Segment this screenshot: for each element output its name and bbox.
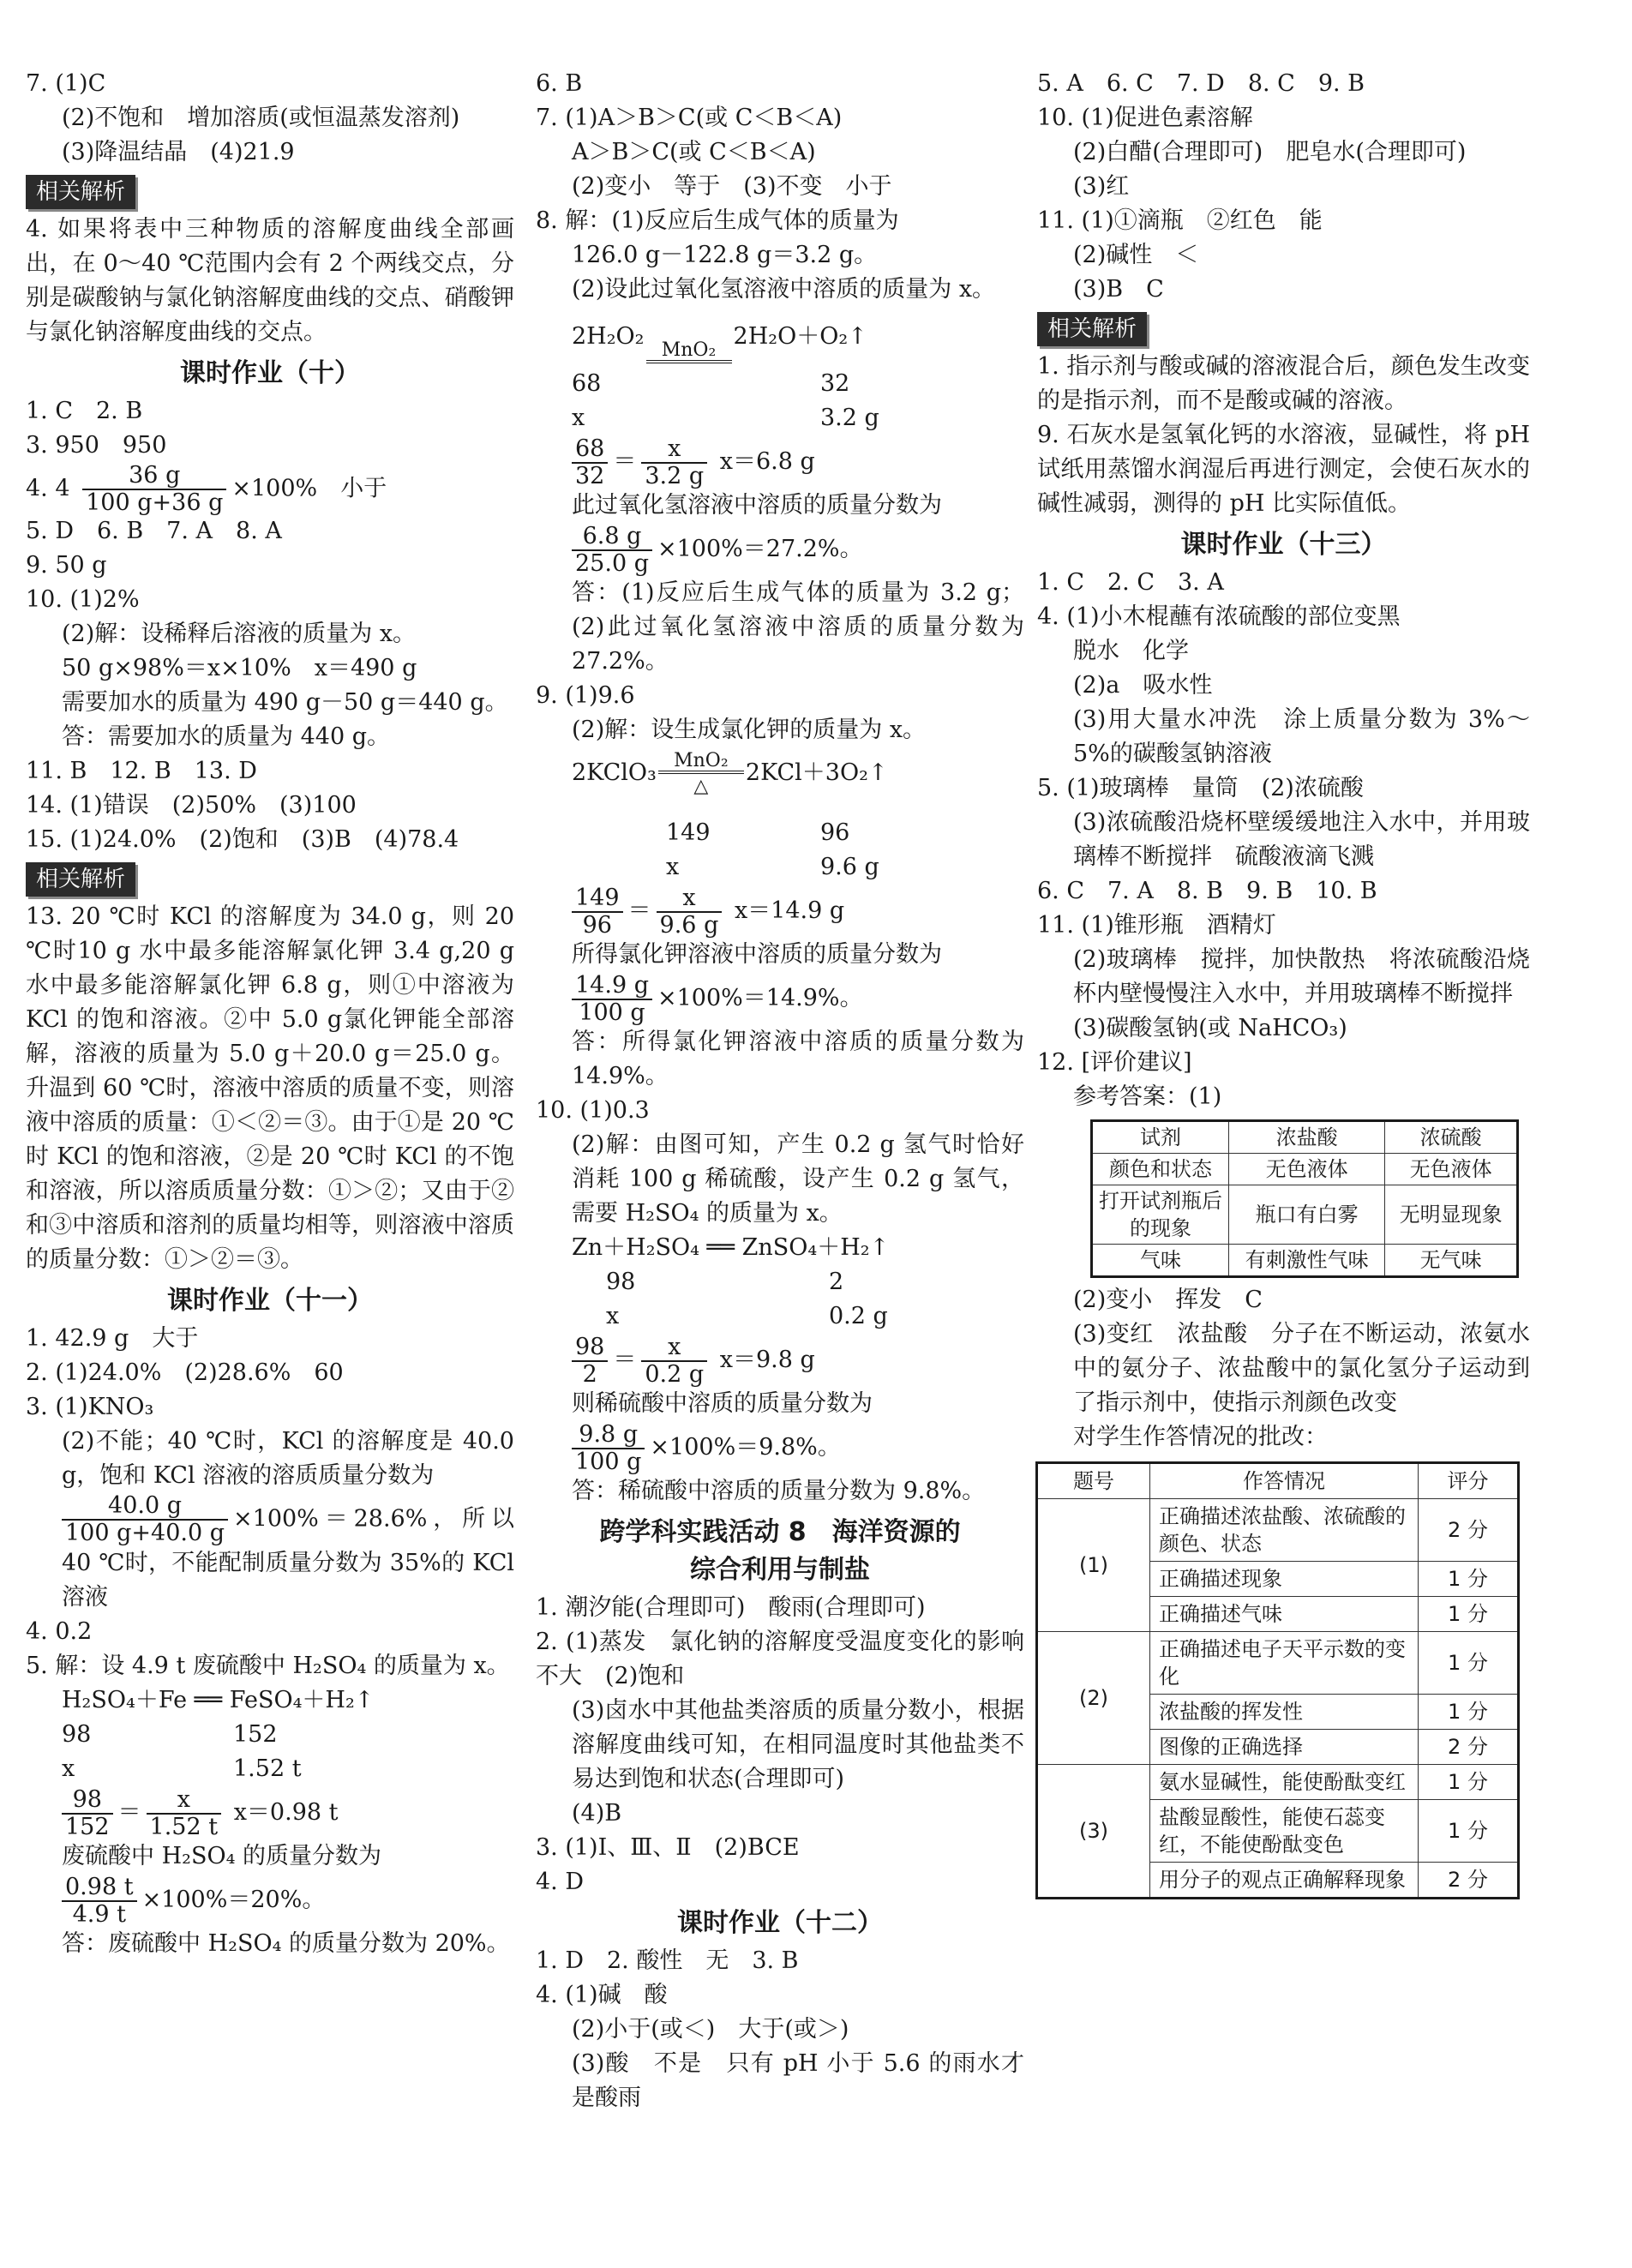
catalyst-condition bbox=[646, 341, 732, 367]
proportion-line: $\frac{68}{32}$ ＝ $\frac{x}{3.2 g}$ x＝6.8 g bbox=[536, 435, 1024, 489]
fraction-denominator: 25.0 g bbox=[575, 549, 649, 577]
score-cell: 2 分 bbox=[1419, 1863, 1519, 1899]
fraction bbox=[572, 1422, 645, 1475]
fraction-numerator: x bbox=[657, 885, 723, 913]
proportion-line: $\frac{98}{2}$ ＝ $\frac{x}{0.2 g}$ x＝9.8 g bbox=[536, 1334, 1024, 1387]
column-left bbox=[26, 67, 514, 1961]
analysis-text: 1. 指示剂与酸或碱的溶液混合后，颜色发生改变的是指示剂，而不是酸或碱的溶液。 bbox=[1037, 353, 1530, 414]
score-cell: 1 分 bbox=[1419, 1562, 1519, 1597]
answer-line: (3)碳酸氢钠(或 NaHCO₃) bbox=[1073, 1015, 1347, 1041]
fraction bbox=[572, 885, 623, 939]
answer-line: 4. D bbox=[536, 1869, 584, 1895]
chemical-equation: Zn＋H₂SO₄ ══ ZnSO₄＋H₂↑ bbox=[572, 1234, 890, 1261]
answer-line: 11. B 12. B 13. D bbox=[26, 758, 257, 784]
table-row bbox=[1092, 1185, 1518, 1245]
fraction bbox=[641, 1335, 707, 1388]
answer-line: 4. (1)小木棍蘸有浓硫酸的部位变黑 bbox=[1037, 603, 1401, 630]
ratio-value: x bbox=[606, 1303, 620, 1329]
answer-line: 8. 解：(1)反应后生成气体的质量为 bbox=[536, 207, 899, 234]
fraction-numerator: 98 bbox=[62, 1787, 113, 1815]
table-cell: 氨水显碱性，能使酚酞变红 bbox=[1150, 1765, 1419, 1800]
chemical-equation bbox=[536, 307, 1024, 367]
fraction bbox=[572, 1335, 608, 1388]
ratio-value: x bbox=[666, 854, 680, 880]
answer-line: 3. 950 950 bbox=[26, 432, 167, 459]
fraction-denominator: 100 g+36 g bbox=[86, 489, 224, 516]
answer-line: 10. (1)2% bbox=[26, 586, 140, 613]
answer-line: 2. (1)蒸发 氯化钠的溶解度受温度变化的影响不大 (2)饱和 bbox=[536, 1629, 1024, 1689]
fraction bbox=[62, 1875, 137, 1928]
ratio-value: 3.2 g bbox=[820, 405, 879, 431]
table-cell: 浓硫酸 bbox=[1385, 1121, 1518, 1154]
answer-line bbox=[536, 1421, 1024, 1474]
answer-line: 1. D 2. 酸性 无 3. B bbox=[536, 1947, 799, 1974]
answer-line: (2)不饱和 增加溶质(或恒温蒸发溶剂) bbox=[62, 105, 460, 131]
score-cell: 1 分 bbox=[1419, 1800, 1519, 1863]
table-cell: 颜色和状态 bbox=[1092, 1154, 1229, 1185]
question-number-cell: (1) bbox=[1037, 1499, 1150, 1632]
answer-line: (4)B bbox=[572, 1800, 622, 1827]
score-cell: 1 分 bbox=[1419, 1632, 1519, 1695]
catalyst-condition bbox=[658, 749, 744, 797]
fraction-denominator: 3.2 g bbox=[645, 462, 705, 489]
ratio-value: 98 bbox=[62, 1721, 92, 1748]
answer-line: 9. 50 g bbox=[26, 552, 107, 579]
table-header-row bbox=[1037, 1463, 1519, 1499]
table-row bbox=[1037, 1632, 1519, 1695]
equation-right: 2H₂O＋O₂↑ bbox=[733, 323, 867, 350]
fraction-denominator: 9.6 g bbox=[659, 911, 719, 939]
fraction-denominator: 32 bbox=[575, 462, 605, 489]
answer-line: 答：废硫酸中 H₂SO₄ 的质量分数为 20%。 bbox=[62, 1930, 510, 1957]
score-cell: 1 分 bbox=[1419, 1597, 1519, 1632]
answer-line: 1. C 2. C 3. A bbox=[1037, 569, 1224, 596]
ratio-value: 96 bbox=[820, 819, 850, 846]
table-cell: 有刺激性气味 bbox=[1229, 1245, 1385, 1277]
analysis-tag: 相关解析 bbox=[1037, 312, 1147, 346]
answer-line bbox=[26, 1493, 514, 1615]
fraction bbox=[147, 1787, 222, 1840]
answer-line: 脱水 化学 bbox=[1073, 638, 1189, 664]
answer-line: 5. 解：设 4.9 t 废硫酸中 H₂SO₄ 的质量为 x。 bbox=[26, 1653, 510, 1679]
fraction-numerator: 36 g bbox=[82, 463, 226, 490]
score-cell: 1 分 bbox=[1419, 1695, 1519, 1730]
ratio-value: 149 bbox=[666, 819, 711, 846]
answer-text: x＝14.9 g bbox=[734, 897, 845, 924]
fraction-numerator: 68 bbox=[572, 436, 608, 464]
ratio-value: 9.6 g bbox=[820, 854, 879, 880]
table-header-cell: 评分 bbox=[1419, 1463, 1519, 1499]
table-cell: 打开试剂瓶后的现象 bbox=[1092, 1185, 1229, 1245]
fraction-numerator: 9.8 g bbox=[572, 1422, 645, 1449]
section-heading: 课时作业（十） bbox=[180, 358, 360, 388]
column-middle bbox=[536, 67, 1024, 2115]
fraction bbox=[657, 885, 723, 939]
analysis-text: 9. 石灰水是氢氧化钙的水溶液，显碱性，将 pH 试纸用蒸馏水润湿后再进行测定，会使石灰水的碱性减弱，测得的 pH 比实际值低。 bbox=[1037, 422, 1530, 517]
table-cell: 盐酸显酸性，能使石蕊变红，不能使酚酞变色 bbox=[1150, 1800, 1419, 1863]
answer-line: 3. (1)KNO₃ bbox=[26, 1394, 154, 1420]
answer-line: (2)玻璃棒 搅拌，加快散热 将浓硫酸沿烧杯内壁慢慢注入水中，并用玻璃棒不断搅拌 bbox=[1073, 946, 1530, 1007]
ratio-row bbox=[26, 1752, 514, 1786]
table-cell: 浓盐酸的挥发性 bbox=[1150, 1695, 1419, 1730]
equation-right: 2KCl＋3O₂↑ bbox=[745, 759, 888, 786]
fraction-numerator: 6.8 g bbox=[572, 524, 652, 551]
table-row bbox=[1092, 1121, 1518, 1154]
answer-line: 1. 潮汐能(合理即可) 酸雨(合理即可) bbox=[536, 1594, 926, 1621]
proportion-line: $\frac{149}{96}$ ＝ $\frac{x}{9.6 g}$ x＝14.9 g bbox=[536, 885, 1024, 938]
fraction bbox=[82, 463, 226, 516]
answer-text: ×100%＝28.6%，所以 40 ℃时，不能配制质量分数为 35%的 KCl 溶液 bbox=[62, 1505, 514, 1611]
table-cell: 正确描述电子天平示数的变化 bbox=[1150, 1632, 1419, 1695]
fraction-numerator: x bbox=[641, 436, 707, 464]
table-header-cell: 作答情况 bbox=[1150, 1463, 1419, 1499]
fraction bbox=[572, 524, 652, 577]
answer-line: 答：需要加水的质量为 440 g。 bbox=[62, 723, 390, 750]
answer-line: (2)解：设稀释后溶液的质量为 x。 bbox=[62, 621, 417, 647]
fraction-denominator: 4.9 t bbox=[72, 1900, 126, 1928]
ratio-value: x bbox=[62, 1755, 75, 1782]
table-cell: 气味 bbox=[1092, 1245, 1229, 1277]
table-cell: 无色液体 bbox=[1385, 1154, 1518, 1185]
fraction-numerator: 0.98 t bbox=[62, 1875, 137, 1902]
answer-line bbox=[26, 1874, 514, 1927]
answer-line: 126.0 g－122.8 g＝3.2 g。 bbox=[572, 242, 878, 268]
table-cell: 试剂 bbox=[1092, 1121, 1229, 1154]
ratio-row bbox=[536, 367, 1024, 401]
answer-line: 7. (1)A＞B＞C(或 C＜B＜A) bbox=[536, 105, 843, 131]
table-cell: 浓盐酸 bbox=[1229, 1121, 1385, 1154]
answer-line: 14. (1)错误 (2)50% (3)100 bbox=[26, 792, 357, 819]
ratio-row bbox=[536, 1299, 1024, 1334]
catalyst-label: MnO₂ bbox=[674, 749, 729, 771]
answer-text: x＝6.8 g bbox=[719, 448, 815, 475]
fraction bbox=[641, 436, 707, 489]
answer-line: (2)变小 挥发 C bbox=[1073, 1287, 1263, 1313]
answer-line: 12. [评价建议] bbox=[1037, 1049, 1192, 1076]
fraction bbox=[572, 973, 652, 1026]
fraction-numerator: 98 bbox=[572, 1335, 608, 1362]
answer-line: 9. (1)9.6 bbox=[536, 682, 635, 709]
answer-text: ×100%＝14.9%。 bbox=[657, 985, 863, 1011]
ratio-row bbox=[536, 401, 1024, 435]
answer-line: 参考答案：(1) bbox=[1073, 1083, 1222, 1110]
answer-line: (3)红 bbox=[1073, 173, 1130, 200]
answer-line: 废硫酸中 H₂SO₄ 的质量分数为 bbox=[62, 1843, 381, 1869]
answer-line: (3)降温结晶 (4)21.9 bbox=[62, 139, 295, 165]
table-cell: 瓶口有白雾 bbox=[1229, 1185, 1385, 1245]
answer-line: 对学生作答情况的批改： bbox=[1073, 1424, 1328, 1450]
analysis-text: 4. 如果将表中三种物质的溶解度曲线全部画出，在 0～40 ℃范围内会有 2 个两线交点，分别是碳酸钠与氯化钠溶解度曲线的交点、硝酸钾与氯化钠溶解度曲线的交点。 bbox=[26, 216, 514, 345]
score-cell: 2 分 bbox=[1419, 1730, 1519, 1765]
answer-line bbox=[26, 463, 514, 514]
table-row bbox=[1092, 1245, 1518, 1277]
answer-line: (2)不能；40 ℃时，KCl 的溶解度是 40.0 g，饱和 KCl 溶液的溶质质量分数为 bbox=[62, 1428, 514, 1489]
answer-line: 11. (1)①滴瓶 ②红色 能 bbox=[1037, 207, 1323, 234]
table-row bbox=[1092, 1154, 1518, 1185]
analysis-tag: 相关解析 bbox=[26, 175, 135, 209]
answer-text: 4. 4 bbox=[26, 475, 70, 502]
answer-line: 10. (1)促进色素溶解 bbox=[1037, 105, 1253, 131]
reagent-comparison-table bbox=[1090, 1119, 1519, 1278]
table-cell: 正确描述现象 bbox=[1150, 1562, 1419, 1597]
section-heading: 综合利用与制盐 bbox=[690, 1555, 870, 1585]
answer-line: (2)小于(或＜) 大于(或＞) bbox=[572, 2016, 849, 2043]
fraction-numerator: x bbox=[147, 1787, 222, 1815]
answer-text: ×100%＝20%。 bbox=[141, 1887, 326, 1913]
answer-line: (2)白醋(合理即可) 肥皂水(合理即可) bbox=[1073, 139, 1467, 165]
table-cell: 无色液体 bbox=[1229, 1154, 1385, 1185]
fraction-denominator: 96 bbox=[582, 911, 612, 939]
answer-text: x＝0.98 t bbox=[233, 1799, 339, 1826]
table-cell: 无气味 bbox=[1385, 1245, 1518, 1277]
answer-text: ×100% 小于 bbox=[231, 475, 387, 502]
answer-line bbox=[536, 972, 1024, 1025]
answer-text: ×100%＝27.2%。 bbox=[657, 536, 863, 562]
score-cell: 2 分 bbox=[1419, 1499, 1519, 1562]
answer-line: 7. (1)C bbox=[26, 70, 106, 97]
analysis-tag: 相关解析 bbox=[26, 862, 135, 897]
answer-line: 6. C 7. A 8. B 9. B 10. B bbox=[1037, 878, 1377, 904]
question-number-cell: (2) bbox=[1037, 1632, 1150, 1765]
table-row bbox=[1037, 1765, 1519, 1800]
answer-line: 6. B bbox=[536, 70, 583, 97]
catalyst-label: MnO₂ bbox=[661, 339, 717, 361]
table-cell: 用分子的观点正确解释现象 bbox=[1150, 1863, 1419, 1899]
answer-line: (2)设此过氧化氢溶液中溶质的质量为 x。 bbox=[572, 276, 996, 303]
ratio-row bbox=[26, 1718, 514, 1752]
fraction-denominator: 100 g bbox=[579, 999, 645, 1026]
equation-left: 2H₂O₂ bbox=[572, 323, 645, 350]
section-heading: 课时作业（十三） bbox=[1180, 530, 1387, 560]
answer-line: (3)变红 浓盐酸 分子在不断运动，浓氨水中的氨分子、浓盐酸中的氯化氢分子运动到了指示剂中，使指示剂颜色改变 bbox=[1073, 1321, 1530, 1416]
ratio-row bbox=[536, 1265, 1024, 1299]
ratio-row bbox=[536, 850, 1024, 885]
equation-left: 2KClO₃ bbox=[572, 759, 657, 786]
answer-line bbox=[536, 523, 1024, 576]
answer-line: (3)用大量水冲洗 涂上质量分数为 3%～5%的碳酸氢钠溶液 bbox=[1073, 706, 1530, 767]
answer-line: (2)碱性 ＜ bbox=[1073, 242, 1199, 268]
answer-line: 则稀硫酸中溶质的质量分数为 bbox=[572, 1390, 873, 1417]
fraction-denominator: 100 g+40.0 g bbox=[65, 1520, 225, 1546]
analysis-text: 13. 20 ℃时 KCl 的溶解度为 34.0 g，则 20 ℃时10 g 水中最多能溶解氯化钾 3.4 g,20 g 水中最多能溶解氯化钾 6.8 g，则①中溶液为 KCl 的饱和溶液。②中 5.0 g氯化钾能全部溶解，溶液的质量为 5.0 g＋20.0 g＝25.0 g。升温到 60 ℃时，溶液中溶质的质量不变，则溶液中溶质的质量：①＜②＝③。由于①是 20 ℃时 KCl 的饱和溶液，②是 20 ℃时 KCl 的不饱和溶液，所以溶质质量分数：①＞②；又由于②和③中溶质和溶剂的质量均相等，则溶液中溶质的质量分数：①＞②＝③。 bbox=[26, 903, 514, 1273]
ratio-value: 98 bbox=[606, 1269, 636, 1295]
ratio-value: 32 bbox=[820, 370, 850, 397]
table-cell: 无明显现象 bbox=[1385, 1185, 1518, 1245]
section-heading: 跨学科实践活动 8 海洋资源的 bbox=[599, 1517, 961, 1547]
fraction-denominator: 1.52 t bbox=[149, 1813, 219, 1840]
answer-line: 11. (1)锥形瓶 酒精灯 bbox=[1037, 912, 1276, 939]
fraction-denominator: 152 bbox=[65, 1813, 110, 1840]
answer-line: 5. D 6. B 7. A 8. A bbox=[26, 518, 282, 544]
ratio-row bbox=[536, 816, 1024, 850]
grading-table bbox=[1035, 1461, 1520, 1899]
answer-line: 答：所得氯化钾溶液中溶质的质量分数为 14.9%。 bbox=[572, 1029, 1024, 1089]
answer-line: 4. 0.2 bbox=[26, 1618, 93, 1645]
answer-line: 15. (1)24.0% (2)饱和 (3)B (4)78.4 bbox=[26, 826, 459, 853]
answer-line: (3)酸 不是 只有 pH 小于 5.6 的雨水才是酸雨 bbox=[572, 2050, 1024, 2111]
table-cell: 图像的正确选择 bbox=[1150, 1730, 1419, 1765]
answer-line: (2)a 吸水性 bbox=[1073, 672, 1213, 699]
answer-line: (2)变小 等于 (3)不变 小于 bbox=[572, 173, 892, 200]
answer-line: 2. (1)24.0% (2)28.6% 60 bbox=[26, 1359, 344, 1386]
answer-line: (2)解：由图可知，产生 0.2 g 氢气时恰好消耗 100 g 稀硫酸，设产生 0.2 g 氢气，需要 H₂SO₄ 的质量为 x。 bbox=[572, 1131, 1024, 1227]
answer-line: 此过氧化氢溶液中溶质的质量分数为 bbox=[572, 492, 942, 519]
table-cell: 正确描述气味 bbox=[1150, 1597, 1419, 1632]
answer-line: 答：稀硫酸中溶质的质量分数为 9.8%。 bbox=[572, 1478, 986, 1504]
section-heading: 课时作业（十二） bbox=[677, 1908, 883, 1938]
answer-line: (3)卤水中其他盐类溶质的质量分数小，根据溶解度曲线可知，在相同温度时其他盐类不易达到饱和状态(合理即可) bbox=[572, 1697, 1024, 1792]
section-heading: 课时作业（十一） bbox=[167, 1286, 373, 1316]
answer-line: 50 g×98%＝x×10% x＝490 g bbox=[62, 655, 417, 681]
fraction-denominator: 100 g bbox=[575, 1448, 642, 1475]
fraction-numerator: 14.9 g bbox=[572, 973, 652, 1000]
fraction-denominator: 2 bbox=[582, 1360, 597, 1388]
table-row bbox=[1037, 1499, 1519, 1562]
proportion-line: $\frac{98}{152}$ ＝ $\frac{x}{1.52 t}$ x＝0.98 t bbox=[26, 1786, 514, 1839]
ratio-value: x bbox=[572, 405, 585, 431]
answer-line: 3. (1)Ⅰ、Ⅲ、Ⅱ (2)BCE bbox=[536, 1834, 800, 1861]
answer-line: A＞B＞C(或 C＜B＜A) bbox=[572, 139, 816, 165]
ratio-value: 68 bbox=[572, 370, 602, 397]
answer-line: 需要加水的质量为 490 g－50 g＝440 g。 bbox=[62, 689, 508, 716]
fraction-denominator: 0.2 g bbox=[645, 1360, 705, 1388]
ratio-value: 152 bbox=[233, 1721, 278, 1748]
score-cell: 1 分 bbox=[1419, 1765, 1519, 1800]
ratio-value: 2 bbox=[829, 1269, 844, 1295]
fraction-numerator: 40.0 g bbox=[62, 1493, 228, 1521]
answer-line: 1. C 2. B bbox=[26, 398, 143, 424]
chemical-equation: H₂SO₄＋Fe ══ FeSO₄＋H₂↑ bbox=[62, 1687, 375, 1713]
answer-line: 答：(1)反应后生成气体的质量为 3.2 g；(2)此过氧化氢溶液中溶质的质量分数为 27.2%。 bbox=[572, 579, 1024, 675]
fraction bbox=[62, 1787, 113, 1840]
ratio-value: 0.2 g bbox=[829, 1303, 888, 1329]
fraction-numerator: x bbox=[641, 1335, 707, 1362]
heat-symbol: △ bbox=[693, 775, 709, 797]
answer-line: 5. (1)玻璃棒 量筒 (2)浓硫酸 bbox=[1037, 775, 1364, 801]
table-header-cell: 题号 bbox=[1037, 1463, 1150, 1499]
column-right bbox=[1037, 67, 1530, 1899]
chemical-equation bbox=[536, 747, 1024, 816]
answer-line: 5. A 6. C 7. D 8. C 9. B bbox=[1037, 70, 1365, 97]
answer-line: (2)解：设生成氯化钾的质量为 x。 bbox=[572, 717, 927, 743]
answer-text: ×100%＝9.8%。 bbox=[650, 1434, 841, 1461]
answer-line: (3)浓硫酸沿烧杯壁缓缓地注入水中，并用玻璃棒不断搅拌 硫酸液滴飞溅 bbox=[1073, 809, 1530, 870]
ratio-value: 1.52 t bbox=[233, 1755, 302, 1782]
answer-line: (3)B C bbox=[1073, 276, 1164, 303]
answer-line: 4. (1)碱 酸 bbox=[536, 1982, 668, 2008]
answer-line: 1. 42.9 g 大于 bbox=[26, 1325, 199, 1352]
fraction bbox=[572, 436, 608, 489]
answer-text: x＝9.8 g bbox=[719, 1347, 815, 1373]
question-number-cell: (3) bbox=[1037, 1765, 1150, 1899]
fraction bbox=[62, 1493, 228, 1546]
answer-line: 所得氯化钾溶液中溶质的质量分数为 bbox=[572, 941, 942, 968]
table-cell: 正确描述浓盐酸、浓硫酸的颜色、状态 bbox=[1150, 1499, 1419, 1562]
fraction-numerator: 149 bbox=[572, 885, 623, 913]
answer-line: 10. (1)0.3 bbox=[536, 1097, 650, 1124]
